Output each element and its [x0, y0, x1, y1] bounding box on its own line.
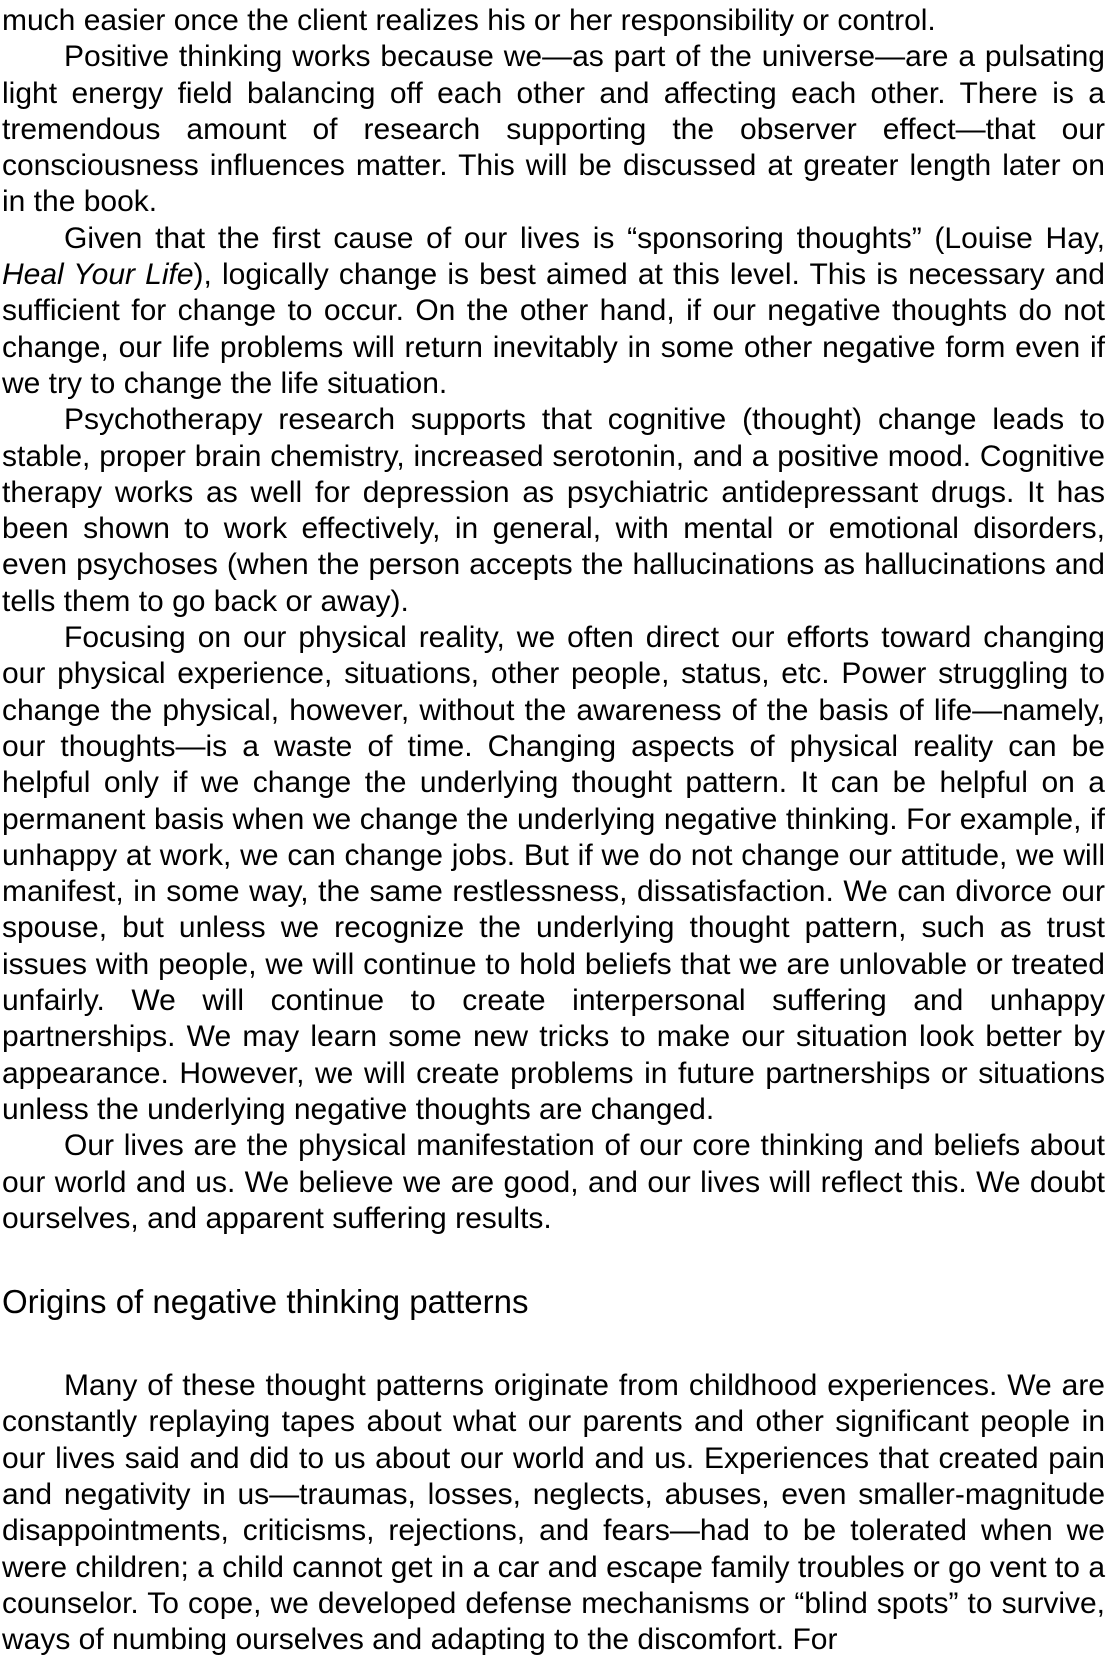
paragraph-continuation: much easier once the client realizes his or her responsibility or control. — [2, 4, 936, 37]
paragraph-focusing-physical-reality: Focusing on our physical reality, we often direct our efforts toward changing our physical experience, situations, other people, status, etc. Power struggling to change the physical, however, without the awareness of the basis of life—namely, our thoughts—is a waste of time. Changing aspects of physical reality can be helpful only if we change the underlying thought pattern. It can be helpful on a permanent basis when we change the underlying negative thinking. For example, if unhappy at work, we can change jobs. But if we do not change our attitude, we will manifest, in some way, the same restlessness, dissatisfaction. We can divorce our spouse, but unless we recognize the underlying thought pattern, such as trust issues with people, we will continue to hold beliefs that we are unlovable or treated unfairly. We will continue to create interpersonal suffering and unhappy partnerships. We may learn some new tricks to make our situation look better by appearance. However, we will create problems in future partnerships or situations unless the underlying negative thoughts are changed. — [2, 621, 1105, 1126]
text-segment: ), logically change is best aimed at this level. This is necessary and sufficient for change to occur. On the other hand, if our negative thoughts do not change, our life problems will return inevitably in some other negative form even if we try to change the life situation. — [2, 258, 1105, 400]
section-heading-origins: Origins of negative thinking patterns — [2, 1283, 529, 1321]
paragraph-sponsoring-thoughts — [2, 221, 1105, 402]
paragraph-positive-thinking: Positive thinking works because we—as part of the universe—are a pulsating light energy field balancing off each other and affecting each other. There is a tremendous amount of research supporting the observer effect—that our consciousness influences matter. This will be discussed at greater length later on in the book. — [2, 40, 1105, 219]
paragraph-psychotherapy-research: Psychotherapy research supports that cognitive (thought) change leads to stable, proper brain chemistry, increased serotonin, and a positive mood. Cognitive therapy works as well for depression as psychiatric antidepressant drugs. It has been shown to work effectively, in general, with mental or emotional disorders, even psychoses (when the person accepts the hallucinations as hallucinations and tells them to go back or away). — [2, 403, 1105, 618]
paragraph-childhood-origins: Many of these thought patterns originate from childhood experiences. We are constantly replaying tapes about what our parents and other significant people in our lives said and did to us about our world and us. Experiences that created pain and negativity in us—traumas, losses, neglects, abuses, even smaller-magnitude disappointments, criticisms, rejections, and fears—had to be tolerated when we were children; a child cannot get in a car and escape family troubles or go vent to a counselor. To cope, we developed defense mechanisms or “blind spots” to survive, ways of numbing ourselves and adapting to the discomfort. For — [2, 1369, 1105, 1657]
text-segment: Given that the first cause of our lives is “sponsoring thoughts” (Louise Hay, — [64, 221, 1105, 255]
paragraph-our-lives-manifestation: Our lives are the physical manifestation of our core thinking and beliefs about our world and us. We believe we are good, and our lives will reflect this. We doubt ourselves, and apparent suffering results. — [2, 1129, 1105, 1235]
book-title-heal-your-life: Heal Your Life — [2, 258, 194, 292]
